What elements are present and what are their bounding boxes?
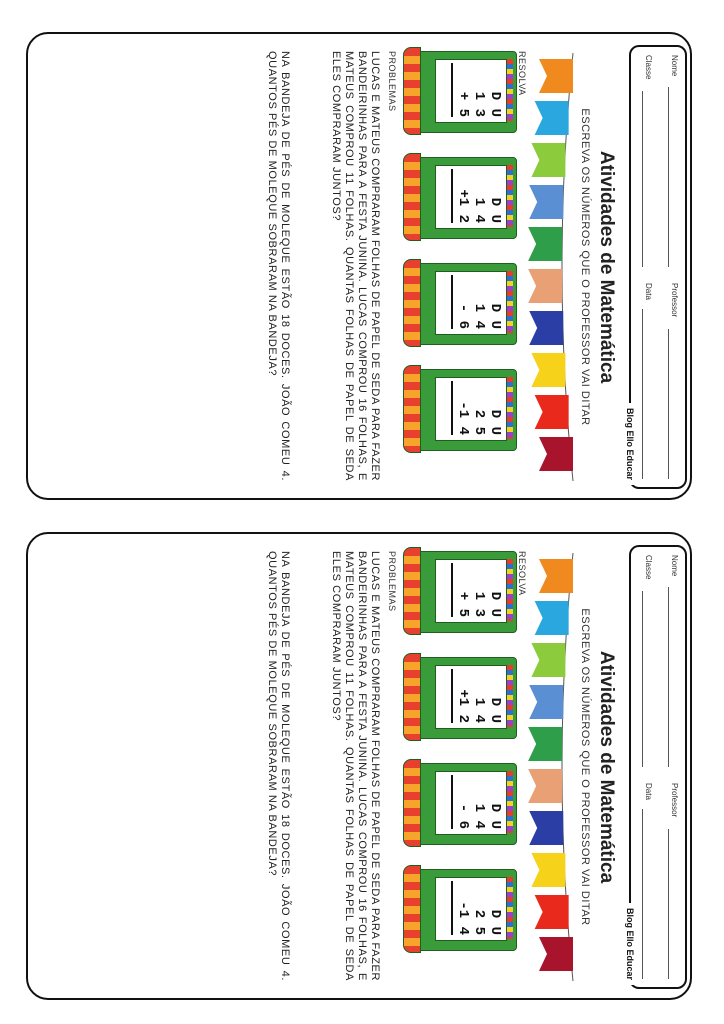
stall-flags xyxy=(507,59,513,121)
bunting-flag xyxy=(535,601,569,635)
instructions-text: ESCREVA OS NÚMEROS QUE O PROFESSOR VAI DITAR xyxy=(579,108,591,426)
arithmetic-operation xyxy=(451,563,503,617)
date-field[interactable] xyxy=(642,309,643,479)
arithmetic-operation xyxy=(451,381,503,435)
arithmetic-operation xyxy=(451,63,503,117)
bunting-flag xyxy=(531,643,565,677)
bunting-flag xyxy=(539,59,573,93)
festa-stall xyxy=(407,865,517,951)
bunting-flag xyxy=(535,395,569,429)
operand-bottom: + 5 xyxy=(455,91,471,117)
place-value-header: D U xyxy=(487,409,503,435)
stall-awning xyxy=(403,547,421,635)
festa-stall xyxy=(407,365,517,451)
name-field[interactable] xyxy=(668,87,669,267)
blog-credit: Blog Ello Educar xyxy=(625,403,635,485)
bunting-flag xyxy=(531,143,565,177)
arithmetic-operation xyxy=(451,775,503,829)
stall-awning xyxy=(403,47,421,135)
bunting-decoration xyxy=(525,533,581,1001)
stall-awning xyxy=(403,259,421,347)
problems-label: PROBLEMAS xyxy=(387,551,397,612)
operand-bottom: -1 4 xyxy=(455,901,471,935)
teacher-label: Professor xyxy=(670,283,679,318)
class-label: Classe xyxy=(644,555,653,580)
bunting-flag xyxy=(528,727,562,761)
class-label: Classe xyxy=(644,55,653,80)
operand-top: 1 4 xyxy=(471,197,487,223)
festa-stall xyxy=(407,153,517,239)
resolve-label: RESOLVA xyxy=(517,51,527,96)
operand-bottom: + 5 xyxy=(455,591,471,617)
teacher-field[interactable] xyxy=(668,329,669,479)
problem-2-text: NA BANDEJA DE PÉS DE MOLEQUE ESTÃO 18 DOCES. JOÃO COMEU 4. QUANTOS PÉS DE MOLEQUE SOBRARAM NA BANDEJA? xyxy=(266,551,291,981)
operand-top: 1 3 xyxy=(471,591,487,617)
worksheet-content xyxy=(27,33,693,501)
place-value-header: D U xyxy=(487,91,503,117)
worksheet-content xyxy=(27,533,693,1001)
arithmetic-operation xyxy=(451,881,503,935)
instructions-text: ESCREVA OS NÚMEROS QUE O PROFESSOR VAI DITAR xyxy=(579,608,591,926)
problem-1-text: LUCAS E MATEUS COMPRARAM FOLHAS DE PAPEL DE SEDA PARA FAZER BANDEIRINHAS PARA A FESTA JUNINA. LUCAS COMPROU 16 FOLHAS, E MATEUS COMPROU 11 FOLHAS. QUANTAS FOLHAS DE PAPEL DE SEDA ELES COMPRARAM JUNTOS? xyxy=(330,551,381,981)
operand-bottom: +1 2 xyxy=(455,189,471,223)
bunting-flag xyxy=(539,559,573,593)
bunting-flag xyxy=(535,895,569,929)
page-title: Atividades de Matemática xyxy=(596,150,617,384)
stall-awning xyxy=(403,365,421,453)
answer-line[interactable] xyxy=(451,881,453,935)
date-label: Data xyxy=(644,783,653,800)
stall-flags xyxy=(507,877,513,939)
date-label: Data xyxy=(644,283,653,300)
place-value-header: D U xyxy=(487,197,503,223)
place-value-header: D U xyxy=(487,697,503,723)
bunting-flag xyxy=(535,101,569,135)
stall-flags xyxy=(507,271,513,333)
teacher-field[interactable] xyxy=(668,829,669,979)
bunting-flag xyxy=(531,853,565,887)
answer-line[interactable] xyxy=(451,669,453,723)
operand-top: 1 4 xyxy=(471,697,487,723)
operand-bottom: +1 2 xyxy=(455,689,471,723)
festa-stall xyxy=(407,653,517,739)
problem-1-text: LUCAS E MATEUS COMPRARAM FOLHAS DE PAPEL DE SEDA PARA FAZER BANDEIRINHAS PARA A FESTA JUNINA. LUCAS COMPROU 16 FOLHAS, E MATEUS COMPROU 11 FOLHAS. QUANTAS FOLHAS DE PAPEL DE SEDA ELES COMPRARAM JUNTOS? xyxy=(330,51,381,481)
stall-awning xyxy=(403,653,421,741)
arithmetic-operation xyxy=(451,275,503,329)
operand-top: 1 4 xyxy=(471,303,487,329)
worksheet-bottom xyxy=(26,532,692,1000)
operand-bottom: -1 4 xyxy=(455,401,471,435)
place-value-header: D U xyxy=(487,591,503,617)
problems-label: PROBLEMAS xyxy=(387,51,397,112)
class-field[interactable] xyxy=(642,591,643,767)
stall-flags xyxy=(507,665,513,727)
operand-bottom: - 6 xyxy=(455,303,471,329)
festa-stall xyxy=(407,259,517,345)
place-value-header: D U xyxy=(487,303,503,329)
answer-line[interactable] xyxy=(451,169,453,223)
festa-stall xyxy=(407,547,517,633)
student-info-box xyxy=(629,45,687,489)
page-title: Atividades de Matemática xyxy=(596,650,617,884)
operand-bottom: - 6 xyxy=(455,803,471,829)
bunting-flag xyxy=(528,269,562,303)
stall-awning xyxy=(403,865,421,953)
stall-flags xyxy=(507,165,513,227)
operand-top: 1 3 xyxy=(471,91,487,117)
stall-awning xyxy=(403,759,421,847)
blog-credit: Blog Ello Educar xyxy=(625,903,635,985)
operand-top: 2 5 xyxy=(471,409,487,435)
name-field[interactable] xyxy=(668,587,669,767)
place-value-header: D U xyxy=(487,803,503,829)
name-label: Nome xyxy=(670,55,679,77)
bunting-flag xyxy=(529,185,563,219)
operand-top: 1 4 xyxy=(471,803,487,829)
festa-stall xyxy=(407,47,517,133)
student-info-box xyxy=(629,545,687,989)
bunting-decoration xyxy=(525,33,581,501)
answer-line[interactable] xyxy=(451,275,453,329)
arithmetic-operation xyxy=(451,669,503,723)
place-value-header: D U xyxy=(487,909,503,935)
worksheet-top xyxy=(26,32,692,500)
bunting-flag xyxy=(529,685,563,719)
answer-line[interactable] xyxy=(451,563,453,617)
answer-line[interactable] xyxy=(451,63,453,117)
bunting-flag xyxy=(528,769,562,803)
name-label: Nome xyxy=(670,555,679,577)
resolve-label: RESOLVA xyxy=(517,551,527,596)
arithmetic-operation xyxy=(451,169,503,223)
bunting-flag xyxy=(529,811,563,845)
stall-flags xyxy=(507,377,513,439)
bunting-flag xyxy=(531,353,565,387)
stall-flags xyxy=(507,559,513,621)
bunting-flag xyxy=(539,437,573,471)
bunting-flag xyxy=(529,311,563,345)
teacher-label: Professor xyxy=(670,783,679,818)
bunting-flag xyxy=(528,227,562,261)
operand-top: 2 5 xyxy=(471,909,487,935)
bunting-flag xyxy=(539,937,573,971)
answer-line[interactable] xyxy=(451,381,453,435)
stall-awning xyxy=(403,153,421,241)
date-field[interactable] xyxy=(642,809,643,979)
class-field[interactable] xyxy=(642,91,643,267)
problem-2-text: NA BANDEJA DE PÉS DE MOLEQUE ESTÃO 18 DOCES. JOÃO COMEU 4. QUANTOS PÉS DE MOLEQUE SOBRARAM NA BANDEJA? xyxy=(266,51,291,481)
stall-flags xyxy=(507,771,513,833)
festa-stall xyxy=(407,759,517,845)
answer-line[interactable] xyxy=(451,775,453,829)
